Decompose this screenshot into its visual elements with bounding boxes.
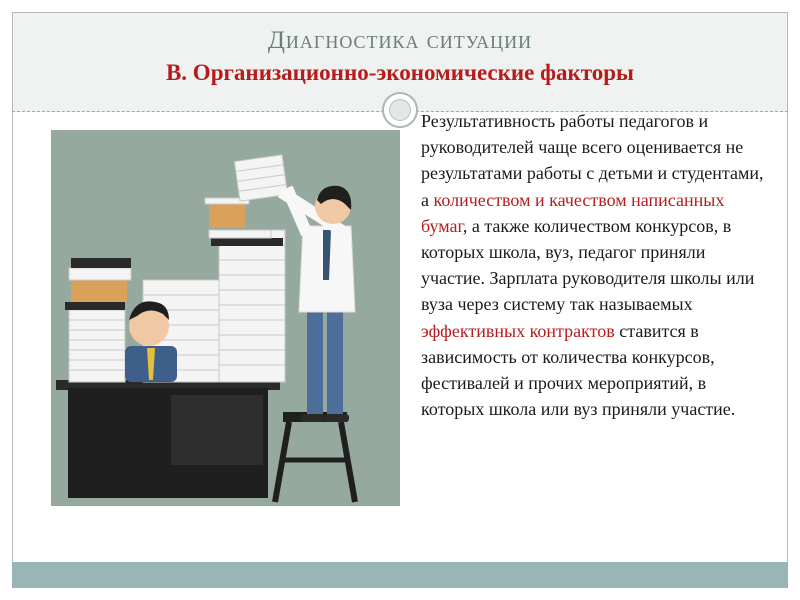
body-segment: , а также количеством конкурсов, в которых школа, вуз, педагог приняли участие. Зарплата руководителя школы или вуза через систему так называемых xyxy=(421,215,755,315)
body-segment: Результативность работы педагогов и руководителей чаще всего оценивается не результатами работы с детьми и студентами, а xyxy=(421,111,764,210)
body-paragraph xyxy=(421,108,771,422)
footer-band xyxy=(12,562,788,588)
body-highlight: эффективных контрактов xyxy=(421,320,615,341)
body-segment: ставится в зависимость от количества конкурсов, фестивалей и прочих мероприятий, в которых школа или вуз приняли участие. xyxy=(421,320,736,420)
divider-circle-icon xyxy=(382,92,418,128)
body-highlight: количеством и качеством написанных бумаг xyxy=(421,189,725,236)
slide-title: Диагностика ситуации xyxy=(267,27,533,54)
slide-subtitle: В. Организационно-экономические факторы xyxy=(165,60,635,85)
paperwork-overload-illustration xyxy=(51,130,400,506)
